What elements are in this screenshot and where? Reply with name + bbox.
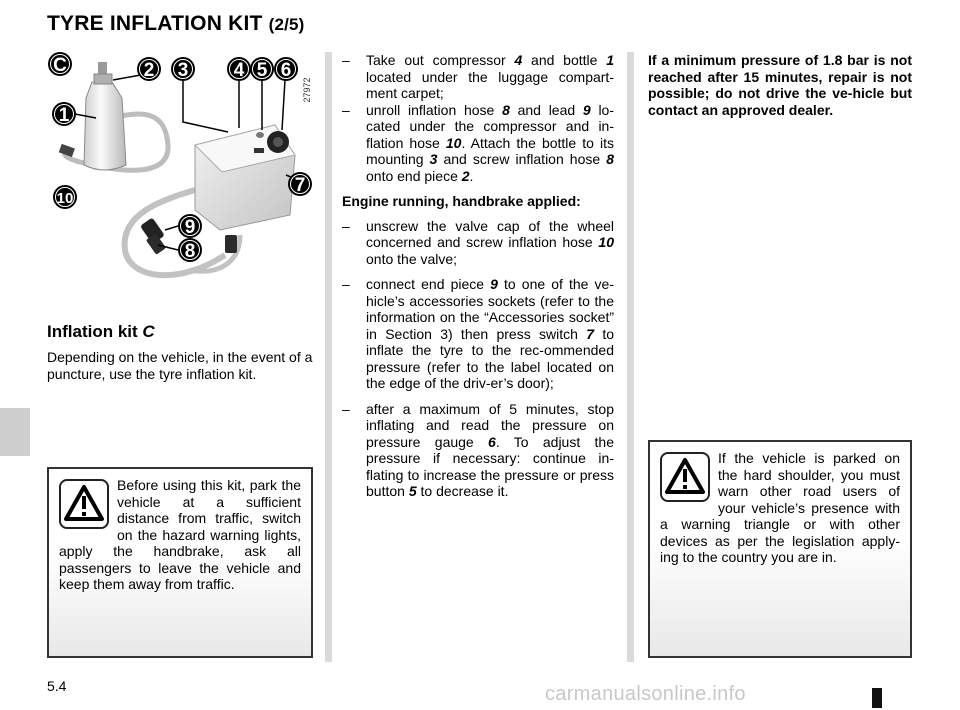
- step-item: – Take out compressor 4 and bottle 1 located under the luggage compart-ment carpet;: [342, 52, 614, 101]
- callout-5: [250, 57, 274, 81]
- step-item: – after a maximum of 5 minutes, stop inflating and read the pressure on pressure gauge 6. To adjust the pressure if necessary: continue in-flating to increase the pressure or press button 5 to decrease it.: [342, 400, 614, 499]
- pressure-note: If a minimum pressure of 1.8 bar is not reached after 15 minutes, repair is not possible; do not drive the ve-hicle but contact an approved dealer.: [648, 52, 912, 118]
- warning-triangle-icon: [59, 479, 109, 529]
- column-divider: [627, 52, 634, 662]
- callout-4: [227, 57, 251, 81]
- intro-paragraph: Depending on the vehicle, in the event of a puncture, use the tyre inflation kit.: [47, 349, 313, 382]
- svg-text:8: 8: [184, 241, 196, 262]
- kit-reference: C: [142, 322, 155, 341]
- watermark: carmanualsonline.info: [545, 683, 746, 705]
- svg-text:2: 2: [143, 60, 155, 81]
- warning-text: Before using this kit, park the vehicle at a sufficient distance from traffic, switch on the hazard warning lights, apply the handbrake, ask all passengers to leave the vehicle and keep them away from traffic.: [59, 477, 301, 592]
- callout-9: [178, 214, 202, 238]
- callout-2: [137, 57, 161, 81]
- column-divider: [325, 52, 332, 662]
- warning-text: If the vehicle is parked on the hard shoulder, you must warn other road users of your vehicle’s presence with a warning triangle or with other devices as per the legislation apply-ing to the country you are in.: [660, 450, 900, 565]
- page-title: TYRE INFLATION KIT (2/5): [47, 12, 305, 35]
- step-item: – unscrew the valve cap of the wheel concerned and screw inflation hose 10 onto the valve;: [342, 217, 614, 267]
- section-tab: [0, 408, 30, 456]
- svg-text:6: 6: [280, 60, 292, 81]
- callout-6: [274, 57, 298, 81]
- warning-box-parking: [47, 467, 313, 658]
- svg-text:4: 4: [233, 60, 245, 81]
- procedure-steps: [342, 52, 614, 500]
- deflate-button: [256, 132, 264, 138]
- svg-text:1: 1: [58, 105, 70, 126]
- page-title-part: (2/5): [268, 15, 305, 34]
- svg-text:10: 10: [56, 190, 74, 207]
- callout-8: [178, 238, 202, 262]
- image-code: 27972: [302, 77, 312, 103]
- callout-3: [171, 57, 195, 81]
- switch: [254, 148, 264, 153]
- warning-box-hard-shoulder: [648, 440, 912, 658]
- step-item: – connect end piece 9 to one of the ve-hicle’s accessories sockets (refer to the information on the “Accessories socket” in Section 3) then press switch 7 to inflate the tyre to the rec-ommended pressure (refer to the label located on the edge of the driv-er’s door);: [342, 276, 615, 391]
- svg-text:7: 7: [294, 175, 306, 196]
- compressor: [195, 125, 295, 230]
- svg-text:5: 5: [256, 60, 268, 81]
- section-heading: Inflation kit C: [47, 322, 155, 341]
- callout-10: [53, 185, 77, 209]
- inflation-kit-illustration: [40, 50, 325, 310]
- engine-running-heading: Engine running, handbrake applied:: [342, 193, 581, 209]
- warning-triangle-icon: [660, 452, 710, 502]
- page-number: 5.4: [47, 678, 67, 694]
- svg-text:3: 3: [177, 60, 189, 81]
- svg-text:9: 9: [184, 217, 196, 238]
- callout-c: [48, 52, 72, 76]
- bookmark-marker: [872, 688, 882, 708]
- callout-1: [52, 102, 76, 126]
- callout-7: [288, 172, 312, 196]
- svg-text:C: C: [53, 55, 67, 76]
- step-item: – unroll inflation hose 8 and lead 9 lo-cated under the compressor and in-flation hose 10. Attach the bottle to its mounting 3 and screw inflation hose 8 onto end piece 2.: [342, 101, 615, 184]
